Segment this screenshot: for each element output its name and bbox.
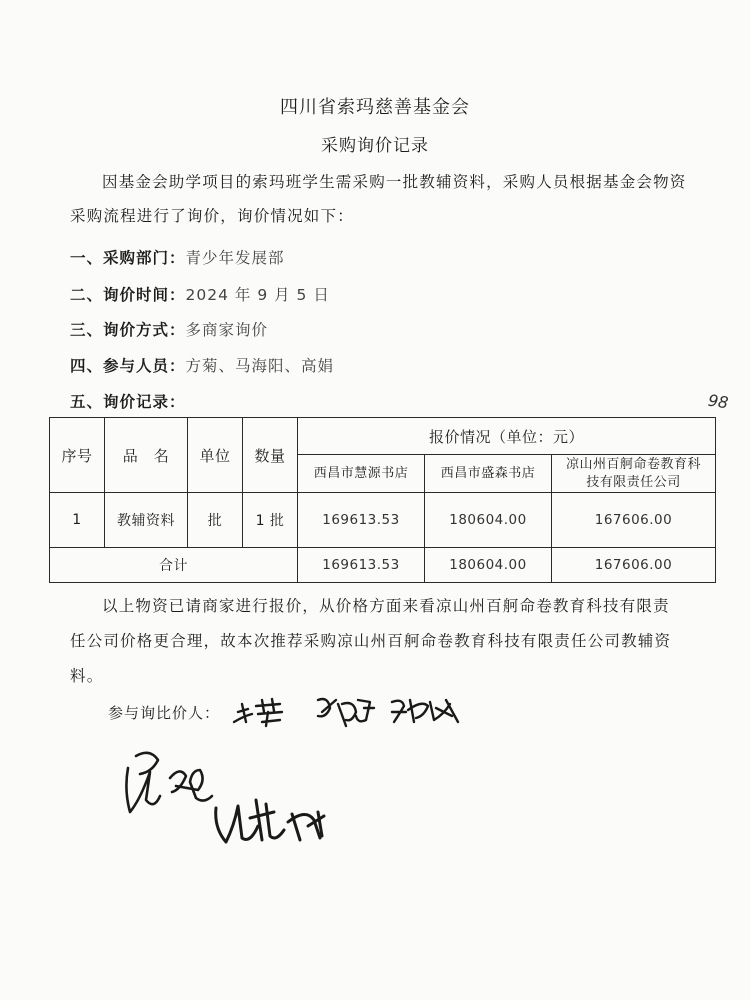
header-qty: 数量 [243, 418, 298, 493]
total-label: 合计 [50, 548, 298, 583]
row-qty: 1 批 [243, 493, 298, 548]
participants-label: 参与询比价人： [108, 704, 221, 722]
doc-title: 采购询价记录 [321, 136, 429, 156]
item-value: 多商家询价 [185, 321, 269, 339]
item-value: 青少年发展部 [185, 249, 285, 267]
item-label: 一、采购部门： [70, 249, 186, 267]
header-vendor-2: 西昌市盛森书店 [425, 455, 552, 493]
handwritten-margin-note: 98 [706, 390, 730, 413]
header-vendor-3: 凉山州百舸命卷教育科技有限责任公司 [552, 455, 716, 493]
item-label: 二、询价时间： [70, 286, 186, 304]
row-unit: 批 [188, 493, 243, 548]
item-label: 三、询价方式： [70, 321, 186, 339]
row-price-vendor-1: 169613.53 [298, 493, 425, 548]
item-value: 2024 年 9 月 5 日 [185, 286, 330, 304]
row-seq: 1 [50, 493, 105, 548]
org-title: 四川省索玛慈善基金会 [280, 97, 470, 118]
signature-1 [234, 699, 282, 726]
row-price-vendor-3: 167606.00 [552, 493, 716, 548]
total-price-vendor-3: 167606.00 [552, 548, 716, 583]
conclusion-paragraph: 以上物资已请商家进行报价，从价格方面来看凉山州百舸命卷教育科技有限责任公司价格更合理，故本次推荐采购凉山州百舸命卷教育科技有限责任公司教辅资料。 [70, 597, 672, 685]
row-price-vendor-2: 180604.00 [425, 493, 552, 548]
header-vendor-1: 西昌市慧源书店 [298, 455, 425, 493]
signature-2 [318, 699, 374, 726]
total-price-vendor-1: 169613.53 [298, 548, 425, 583]
intro-paragraph: 因基金会助学项目的索玛班学生需采购一批教辅资料，采购人员根据基金会物资采购流程进行了询价，询价情况如下： [70, 173, 687, 225]
header-quote-group: 报价情况（单位：元） [298, 418, 716, 455]
item-value: 方菊、马海阳、高娟 [185, 357, 335, 375]
header-seq: 序号 [50, 418, 105, 493]
header-name: 品 名 [105, 418, 188, 493]
item-label: 五、询价记录： [70, 393, 186, 411]
signature-large-1 [126, 753, 212, 812]
item-label: 四、参与人员： [70, 357, 186, 375]
row-name: 教辅资料 [105, 493, 188, 548]
header-unit: 单位 [188, 418, 243, 493]
signature-large-2 [216, 800, 324, 842]
total-price-vendor-2: 180604.00 [425, 548, 552, 583]
signature-3 [392, 700, 458, 722]
